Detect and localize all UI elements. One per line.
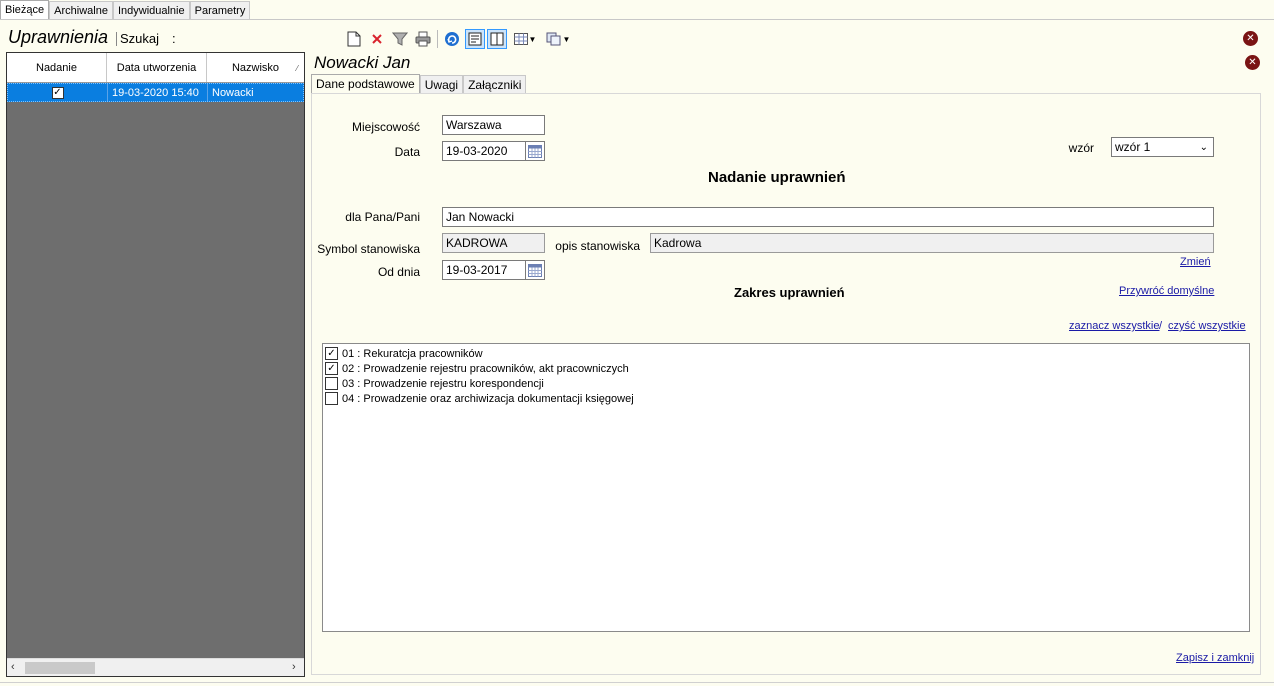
top-tab-bar	[0, 0, 250, 20]
data-field[interactable]: 19-03-2020	[442, 141, 526, 161]
refresh-icon[interactable]	[442, 29, 462, 49]
permission-checkbox[interactable]	[325, 377, 338, 390]
record-title: Nowacki Jan	[314, 53, 411, 72]
cell-data: 19-03-2020 15:40	[108, 84, 208, 101]
symbol-label: Symbol stanowiska	[317, 242, 420, 256]
od-dnia-field[interactable]: 19-03-2017	[442, 260, 526, 280]
wzor-label: wzór	[1068, 141, 1094, 155]
permissions-list	[322, 343, 1250, 632]
tab-parametry[interactable]: Parametry	[190, 1, 251, 20]
form-heading: Nadanie uprawnień	[708, 169, 846, 186]
opis-field: Kadrowa	[650, 233, 1214, 253]
sort-icon: ⁄	[296, 64, 298, 73]
zmien-link[interactable]: Zmień	[1180, 256, 1211, 268]
horizontal-scrollbar[interactable]	[7, 658, 304, 676]
link-separator: /	[1159, 320, 1163, 332]
split-view-icon[interactable]	[487, 29, 507, 49]
records-list	[6, 52, 305, 677]
form-tab-bar	[311, 74, 526, 94]
list-item[interactable]	[325, 391, 1247, 406]
permission-checkbox[interactable]: ✓	[325, 362, 338, 375]
tab-indywidualnie[interactable]: Indywidualnie	[113, 1, 190, 20]
permission-label: 01 : Rekuratcja pracowników	[342, 347, 483, 360]
dla-label: dla Pana/Pani	[345, 210, 420, 224]
search-colon: :	[172, 31, 176, 46]
permission-checkbox[interactable]: ✓	[325, 347, 338, 360]
copy-icon[interactable]	[543, 29, 573, 49]
czysc-wszystkie-link[interactable]: czyść wszystkie	[1168, 320, 1246, 332]
cell-nazwisko: Nowacki	[212, 87, 254, 99]
column-header-nazwisko-label: Nazwisko	[231, 61, 280, 74]
grid-icon[interactable]	[510, 29, 540, 49]
zaznacz-wszystkie-link[interactable]: zaznacz wszystkie	[1069, 320, 1160, 332]
tab-archiwalne[interactable]: Archiwalne	[49, 1, 113, 20]
module-title: Uprawnienia	[8, 27, 109, 47]
przywroc-link[interactable]: Przywróć domyślne	[1119, 285, 1215, 297]
list-header	[7, 53, 304, 83]
toolbar-separator	[437, 30, 438, 48]
wzor-select[interactable]	[1111, 137, 1214, 157]
cell-nadanie	[8, 84, 108, 101]
save-and-close-link[interactable]: Zapisz i zamknij	[1176, 652, 1255, 664]
dla-field[interactable]: Jan Nowacki	[442, 207, 1214, 227]
column-header-nadanie[interactable]: Nadanie	[7, 53, 107, 82]
new-document-icon[interactable]	[344, 29, 364, 49]
print-icon[interactable]	[413, 29, 433, 49]
filter-icon[interactable]	[390, 29, 410, 49]
table-row[interactable]	[7, 83, 304, 102]
close-icon[interactable]: ✕	[1243, 31, 1258, 46]
calendar-icon[interactable]	[525, 141, 545, 161]
list-item[interactable]	[325, 376, 1247, 391]
tab-dane-podstawowe[interactable]: Dane podstawowe	[311, 74, 420, 94]
tab-uwagi[interactable]: Uwagi	[420, 75, 463, 94]
zakres-heading: Zakres uprawnień	[734, 285, 845, 300]
tab-biezace[interactable]: Bieżące	[0, 0, 49, 20]
opis-label: opis stanowiska	[555, 239, 640, 253]
scrollbar-thumb[interactable]	[25, 662, 95, 674]
permission-label: 03 : Prowadzenie rejestru korespondencji	[342, 377, 544, 390]
chevron-left-icon[interactable]: ‹	[11, 661, 15, 673]
permission-label: 02 : Prowadzenie rejestru pracowników, akt pracowniczych	[342, 362, 629, 375]
column-header-nazwisko[interactable]	[207, 53, 304, 82]
chevron-down-icon: ⌄	[1199, 142, 1208, 153]
wzor-select-value: wzór 1	[1115, 140, 1151, 154]
list-item[interactable]	[325, 346, 1247, 361]
data-label: Data	[394, 145, 420, 159]
tabs-divider	[0, 19, 1274, 20]
list-item[interactable]	[325, 361, 1247, 376]
tab-zalaczniki[interactable]: Załączniki	[463, 75, 526, 94]
form-view-icon[interactable]	[465, 29, 485, 49]
chevron-down-icon: ▼	[528, 34, 537, 44]
delete-icon[interactable]	[367, 29, 387, 49]
close-icon[interactable]: ✕	[1245, 55, 1260, 70]
miejscowosc-label: Miejscowość	[351, 120, 420, 134]
od-dnia-label: Od dnia	[377, 265, 420, 279]
chevron-right-icon[interactable]: ›	[292, 661, 296, 673]
chevron-down-icon: ▼	[562, 34, 571, 44]
bottom-divider	[0, 682, 1274, 683]
search-label: Szukaj	[120, 31, 160, 46]
symbol-field: KADROWA	[442, 233, 545, 253]
permission-label: 04 : Prowadzenie oraz archiwizacja dokumentacji księgowej	[342, 392, 634, 405]
checkbox-nadanie[interactable]: ✓	[53, 87, 62, 98]
permission-checkbox[interactable]	[325, 392, 338, 405]
column-header-data[interactable]: Data utworzenia	[107, 53, 207, 82]
miejscowosc-field[interactable]: Warszawa	[442, 115, 545, 135]
calendar-icon[interactable]	[525, 260, 545, 280]
